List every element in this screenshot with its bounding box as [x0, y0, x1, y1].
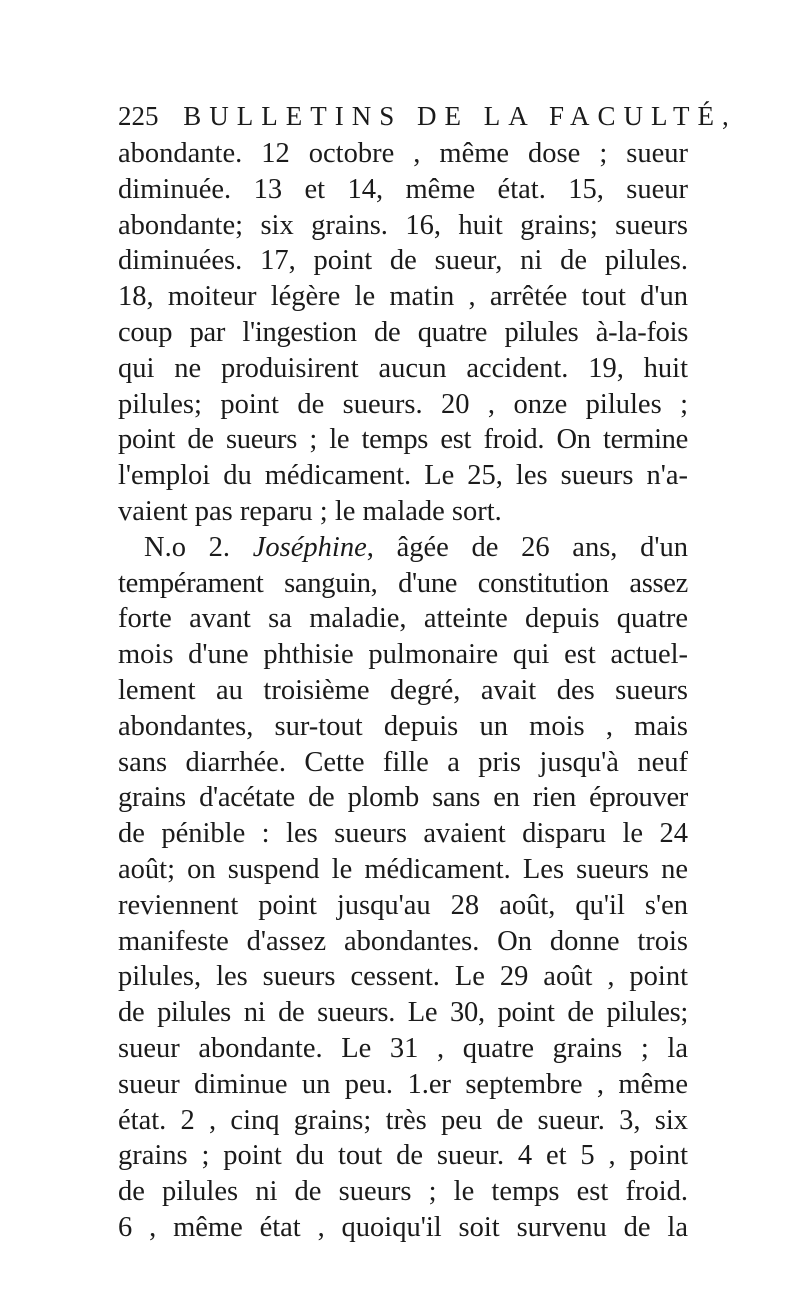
text-line: grains ; point du tout de sueur. 4 et 5 , point — [118, 1140, 688, 1172]
text-line: pilules; point de sueurs. 20 , onze pilules ; — [118, 388, 688, 420]
text-line: diminuée. 13 et 14, même état. 15, sueur — [118, 173, 688, 205]
text-line: diminuées. 17, point de sueur, ni de pilules. — [118, 245, 688, 277]
text-line: de pilules ni de sueurs. Le 30, point de pilules; — [118, 997, 688, 1029]
text-line: de pénible : les sueurs avaient disparu le 24 — [118, 818, 688, 850]
running-header — [118, 96, 737, 136]
text-line: abondante. 12 octobre , même dose ; sueur — [118, 138, 688, 169]
text-line: l'emploi du médicament. Le 25, les sueurs n'a- — [118, 460, 688, 492]
text-line: reviennent point jusqu'au 28 août, qu'il s'en — [118, 889, 688, 921]
text-line: abondantes, sur-tout depuis un mois , mais — [118, 710, 688, 742]
case-number: N.o 2. — [144, 531, 231, 563]
text-line: coup par l'ingestion de quatre pilules à-la-fois — [118, 316, 688, 348]
text-line: vaient pas reparu ; le malade sort. — [118, 495, 502, 527]
text-line: lement au troisième degré, avait des sueurs — [118, 674, 688, 706]
text-line: état. 2 , cinq grains; très peu de sueur. 3, six — [118, 1104, 688, 1136]
text-line: manifeste d'assez abondantes. On donne trois — [118, 925, 688, 957]
text-line: pilules, les sueurs cessent. Le 29 août , point — [118, 961, 688, 993]
patient-name: Joséphine — [252, 531, 367, 563]
text-line: forte avant sa maladie, atteinte depuis quatre — [118, 603, 688, 635]
text-line: 18, moiteur légère le matin , arrêtée tout d'un — [118, 281, 688, 313]
text-line: sans diarrhée. Cette fille a pris jusqu'à neuf — [118, 746, 688, 778]
text-line: point de sueurs ; le temps est froid. On termine — [118, 424, 688, 456]
text-line: sueur abondante. Le 31 , quatre grains ; la — [118, 1032, 688, 1064]
text-line: de pilules ni de sueurs ; le temps est froid. — [118, 1176, 688, 1208]
page-number: 225 — [118, 101, 159, 131]
text-line: qui ne produisirent aucun accident. 19, huit — [118, 352, 688, 384]
text-line: août; on suspend le médicament. Les sueurs ne — [118, 853, 688, 885]
text-line: abondante; six grains. 16, huit grains; sueurs — [118, 209, 688, 241]
text-line: sueur diminue un peu. 1.er septembre , même — [118, 1068, 688, 1100]
running-title: BULLETINS DE LA FACULTÉ, — [183, 101, 737, 131]
case-intro: , âgée de 26 ans, d'un — [366, 531, 688, 563]
text-line: grains d'acétate de plomb sans en rien éprouver — [118, 782, 688, 814]
body-text — [118, 136, 688, 1243]
text-line: tempérament sanguin, d'une constitution assez — [118, 567, 688, 599]
text-line: 6 , même état , quoiqu'il soit survenu de la — [118, 1211, 688, 1243]
text-line: mois d'une phthisie pulmonaire qui est actuel- — [118, 639, 688, 671]
paragraph-2-first-line — [118, 530, 688, 566]
